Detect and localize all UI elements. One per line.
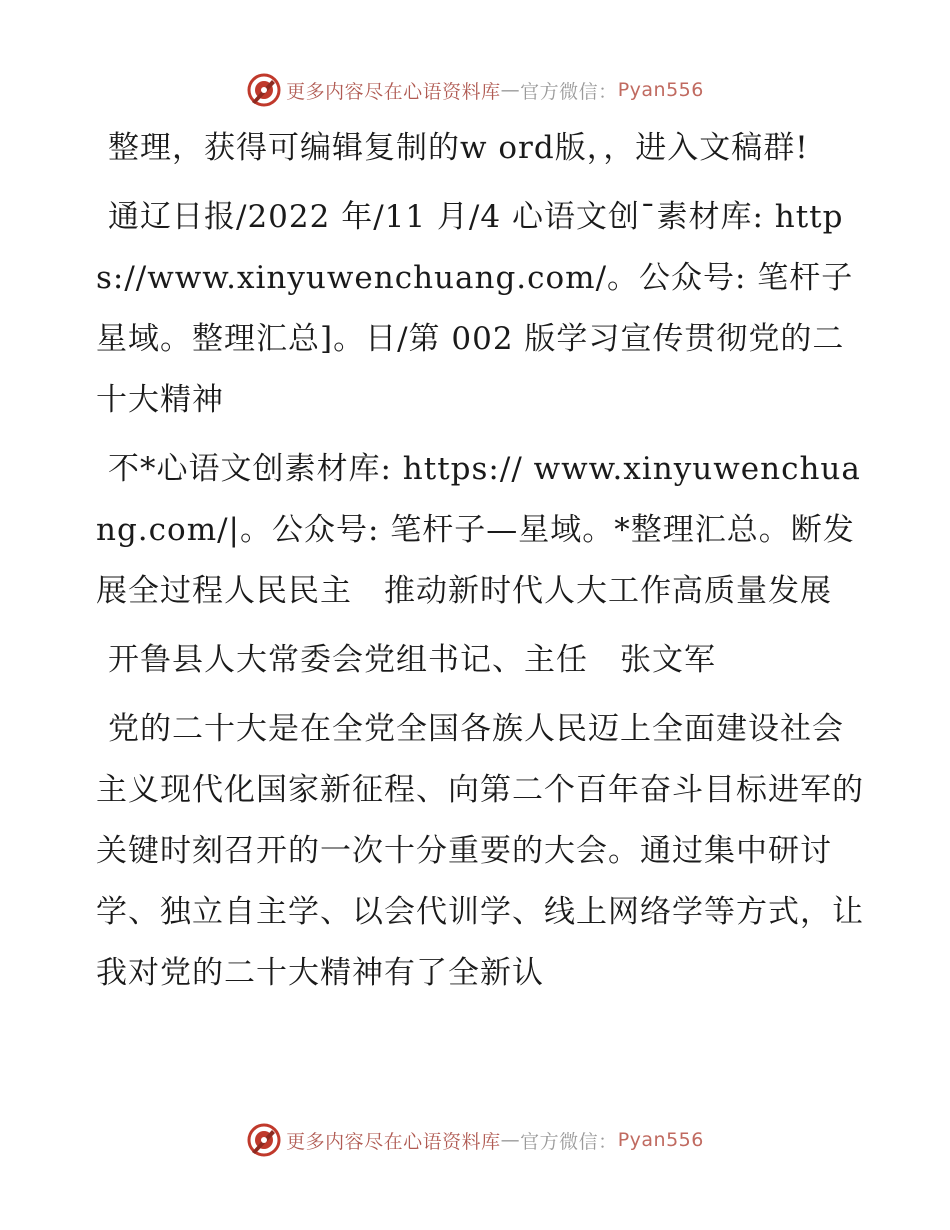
document-body bbox=[96, 118, 866, 1004]
header-wechat-id: Pyan556 bbox=[617, 79, 704, 101]
footer-wechat-id: Pyan556 bbox=[617, 1129, 704, 1151]
footer-dash: — bbox=[500, 1129, 521, 1151]
footer-banner bbox=[0, 1120, 950, 1160]
pen-logo-icon bbox=[246, 72, 282, 108]
paragraph-body: 党的二十大是在全党全国各族人民迈上全面建设社会主义现代化国家新征程、向第二个百年奋斗目标进军的关键时刻召开的一次十分重要的大会。通过集中研讨学、独立自主学、以会代训学、线上网络学等方式，让我对党的二十大精神有了全新认 bbox=[96, 711, 864, 991]
paragraph-source: 通辽日报/2022 年/11 月/4 心语文创¯素材库: https://www.xinyuwenchuang.com/。公众号: 笔杆子星域。整理汇总]。日/第 002 版学习宣传贯彻党的二十大精神 bbox=[96, 199, 854, 418]
paragraph-intro: 整理，获得可编辑复制的w ord版，，进入文稿群! bbox=[108, 130, 809, 166]
footer-slogan: 更多内容尽在心语资料库 bbox=[286, 1130, 501, 1153]
paragraph-author: 开鲁县人大常委会党组书记、主任 张文军 bbox=[108, 642, 716, 678]
footer-wechat-label: 官方微信： bbox=[520, 1130, 618, 1153]
header-slogan: 更多内容尽在心语资料库 bbox=[286, 80, 501, 103]
pen-logo-icon bbox=[246, 1122, 282, 1158]
header-banner bbox=[0, 70, 950, 110]
paragraph-title: 不*心语文创素材库: https:// www.xinyuwenchuang.com/|。公众号: 笔杆子—星域。*整理汇总。断发展全过程人民民主 推动新时代人大工作高质量发展 bbox=[96, 451, 861, 609]
header-dash: — bbox=[500, 79, 521, 101]
header-wechat-label: 官方微信： bbox=[520, 80, 618, 103]
